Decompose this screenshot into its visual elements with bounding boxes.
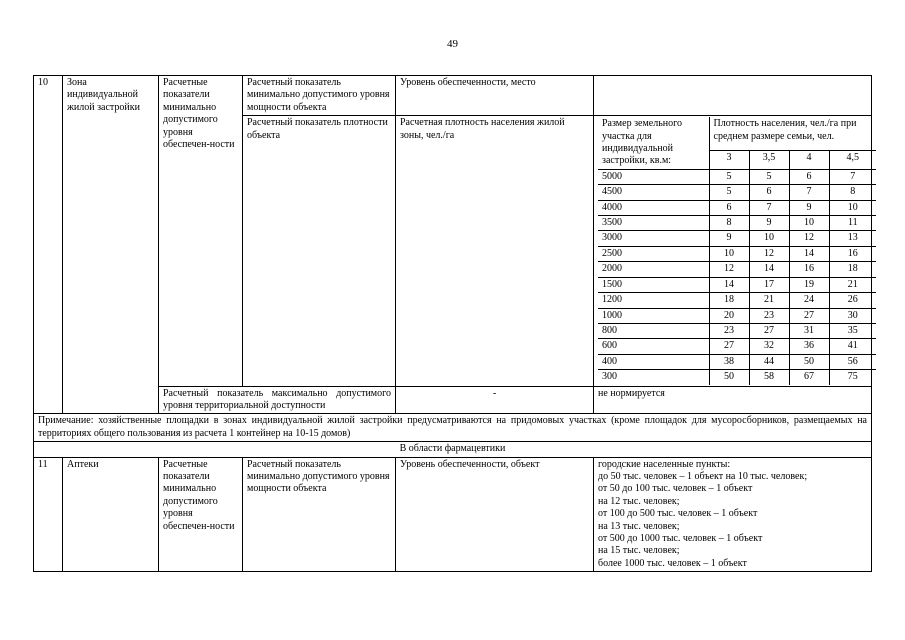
density-value-cell: 6 [709, 200, 749, 215]
value-line: от 100 до 500 тыс. человек – 1 объект [598, 508, 758, 520]
density-row [598, 354, 876, 369]
density-value-cell: 27 [789, 308, 829, 323]
density-value-cell: 5 [749, 169, 789, 184]
value-line: на 13 тыс. человек; [598, 520, 680, 532]
density-value-cell: 24 [789, 293, 829, 308]
density-row [598, 323, 876, 338]
max-indicator-cell: Расчетный показатель максимально допустимого уровня территориальной доступности [159, 386, 396, 414]
density-row [598, 169, 876, 184]
density-value-cell: 9 [749, 216, 789, 231]
family-size-cell: 3 [709, 151, 749, 170]
density-value-cell: 16 [829, 246, 876, 261]
indicator-cell: Расчетный показатель минимально допустимого уровня мощности объекта [243, 457, 396, 572]
table-row [34, 386, 872, 414]
density-value-cell: 38 [709, 354, 749, 369]
density-value-cell: 13 [829, 231, 876, 246]
density-value-cell: 7 [789, 185, 829, 200]
density-value-cell: 8 [829, 185, 876, 200]
density-subtable-cell [594, 116, 872, 386]
density-value-cell: 10 [709, 246, 749, 261]
indicator-type: Расчетные показатели минимально допустимого уровня обеспечен-ности [159, 457, 243, 572]
density-value-cell: 50 [789, 354, 829, 369]
value-line: от 50 до 100 тыс. человек – 1 объект [598, 483, 753, 495]
density-value-cell: 17 [749, 277, 789, 292]
empty-value-cell [594, 76, 872, 116]
object-name: Зона индивидуальной жилой застройки [63, 76, 159, 414]
family-size-cell: 4 [789, 151, 829, 170]
plot-size-cell: 600 [598, 339, 709, 354]
indicator-cell: Расчетный показатель плотности объекта [243, 116, 396, 386]
plot-size-cell: 1500 [598, 277, 709, 292]
section-title: В области фармацевтики [34, 442, 872, 457]
plot-size-cell: 5000 [598, 169, 709, 184]
plot-size-cell: 4500 [598, 185, 709, 200]
density-value-cell: 6 [749, 185, 789, 200]
max-value-cell: не нормируется [594, 386, 872, 414]
density-value-cell: 18 [709, 293, 749, 308]
density-value-cell: 14 [789, 246, 829, 261]
density-label-cell: Расчетная плотность населения жилой зоны, чел./га [396, 116, 594, 386]
density-value-cell: 36 [789, 339, 829, 354]
plot-size-cell: 3500 [598, 216, 709, 231]
plot-size-cell: 1000 [598, 308, 709, 323]
density-row [598, 216, 876, 231]
density-value-cell: 27 [749, 323, 789, 338]
value-line: более 1000 тыс. человек – 1 объект [598, 557, 747, 569]
density-value-cell: 27 [709, 339, 749, 354]
density-value-cell: 7 [829, 169, 876, 184]
density-value-cell: 14 [709, 277, 749, 292]
density-value-cell: 9 [709, 231, 749, 246]
table-row [34, 442, 872, 457]
density-value-cell: 5 [709, 169, 749, 184]
plot-size-cell: 300 [598, 370, 709, 385]
density-row [598, 370, 876, 385]
density-value-cell: 5 [709, 185, 749, 200]
density-value-cell: 58 [749, 370, 789, 385]
plot-size-cell: 400 [598, 354, 709, 369]
density-value-cell: 75 [829, 370, 876, 385]
density-value-cell: 11 [829, 216, 876, 231]
plot-size-cell: 4000 [598, 200, 709, 215]
level-cell: Уровень обеспеченности, объект [396, 457, 594, 572]
plot-size-header: Размер земельного участка для индивидуальной застройки, кв.м: [598, 117, 709, 169]
family-size-cell: 3,5 [749, 151, 789, 170]
row-number: 11 [34, 457, 63, 572]
density-value-cell: 12 [789, 231, 829, 246]
family-size-cell: 4,5 [829, 151, 876, 170]
value-cell [594, 457, 872, 572]
level-cell: Уровень обеспеченности, место [396, 76, 594, 116]
plot-size-cell: 2000 [598, 262, 709, 277]
plot-size-cell: 2500 [598, 246, 709, 261]
value-line: на 12 тыс. человек; [598, 495, 680, 507]
density-row [598, 185, 876, 200]
density-value-cell: 56 [829, 354, 876, 369]
density-value-cell: 12 [749, 246, 789, 261]
density-value-cell: 10 [829, 200, 876, 215]
density-value-cell: 8 [709, 216, 749, 231]
density-value-cell: 16 [789, 262, 829, 277]
value-line: городские населенные пункты: [598, 458, 731, 470]
indicator-type: Расчетные показатели минимально допустимого уровня обеспечен-ности [159, 76, 243, 387]
note-cell: Примечание: хозяйственные площадки в зонах индивидуальной жилой застройки предусматриваются на придомовых участках (кроме площадок для мусоросборников, размещаемых на территориях общего пользования из расчета 1 контейнер на 10-15 домов) [34, 414, 872, 442]
density-value-cell: 12 [709, 262, 749, 277]
density-value-cell: 21 [749, 293, 789, 308]
object-name: Аптеки [63, 457, 159, 572]
table-row [34, 414, 872, 442]
value-line: на 15 тыс. человек; [598, 545, 680, 557]
density-row [598, 308, 876, 323]
density-value-cell: 7 [749, 200, 789, 215]
table-row [34, 457, 872, 572]
indicator-cell: Расчетный показатель минимально допустимого уровня мощности объекта [243, 76, 396, 116]
density-row [598, 231, 876, 246]
value-line: от 500 до 1000 тыс. человек – 1 объект [598, 533, 763, 544]
table-row [34, 76, 872, 116]
row-number: 10 [34, 76, 63, 414]
density-value-cell: 10 [789, 216, 829, 231]
plot-size-cell: 1200 [598, 293, 709, 308]
density-value-cell: 14 [749, 262, 789, 277]
density-value-cell: 44 [749, 354, 789, 369]
density-value-cell: 26 [829, 293, 876, 308]
density-header: Плотность населения, чел./га при среднем размере семьи, чел. [709, 117, 876, 150]
density-value-cell: 23 [709, 323, 749, 338]
density-value-cell: 19 [789, 277, 829, 292]
density-subtable [598, 117, 876, 384]
density-value-cell: 32 [749, 339, 789, 354]
density-value-cell: 35 [829, 323, 876, 338]
density-row [598, 246, 876, 261]
density-value-cell: 21 [829, 277, 876, 292]
density-value-cell: 9 [789, 200, 829, 215]
density-value-cell: 41 [829, 339, 876, 354]
density-value-cell: 31 [789, 323, 829, 338]
standards-table [33, 75, 872, 572]
density-row [598, 339, 876, 354]
density-row [598, 200, 876, 215]
density-value-cell: 10 [749, 231, 789, 246]
density-value-cell: 18 [829, 262, 876, 277]
max-level-cell: - [396, 386, 594, 414]
page-number: 49 [447, 38, 458, 50]
plot-size-cell: 800 [598, 323, 709, 338]
density-value-cell: 6 [789, 169, 829, 184]
density-row [598, 277, 876, 292]
plot-size-cell: 3000 [598, 231, 709, 246]
density-value-cell: 30 [829, 308, 876, 323]
density-value-cell: 67 [789, 370, 829, 385]
value-line: до 50 тыс. человек – 1 объект на 10 тыс. человек; [598, 470, 808, 482]
density-value-cell: 23 [749, 308, 789, 323]
density-value-cell: 20 [709, 308, 749, 323]
density-row [598, 293, 876, 308]
density-row [598, 262, 876, 277]
density-value-cell: 50 [709, 370, 749, 385]
